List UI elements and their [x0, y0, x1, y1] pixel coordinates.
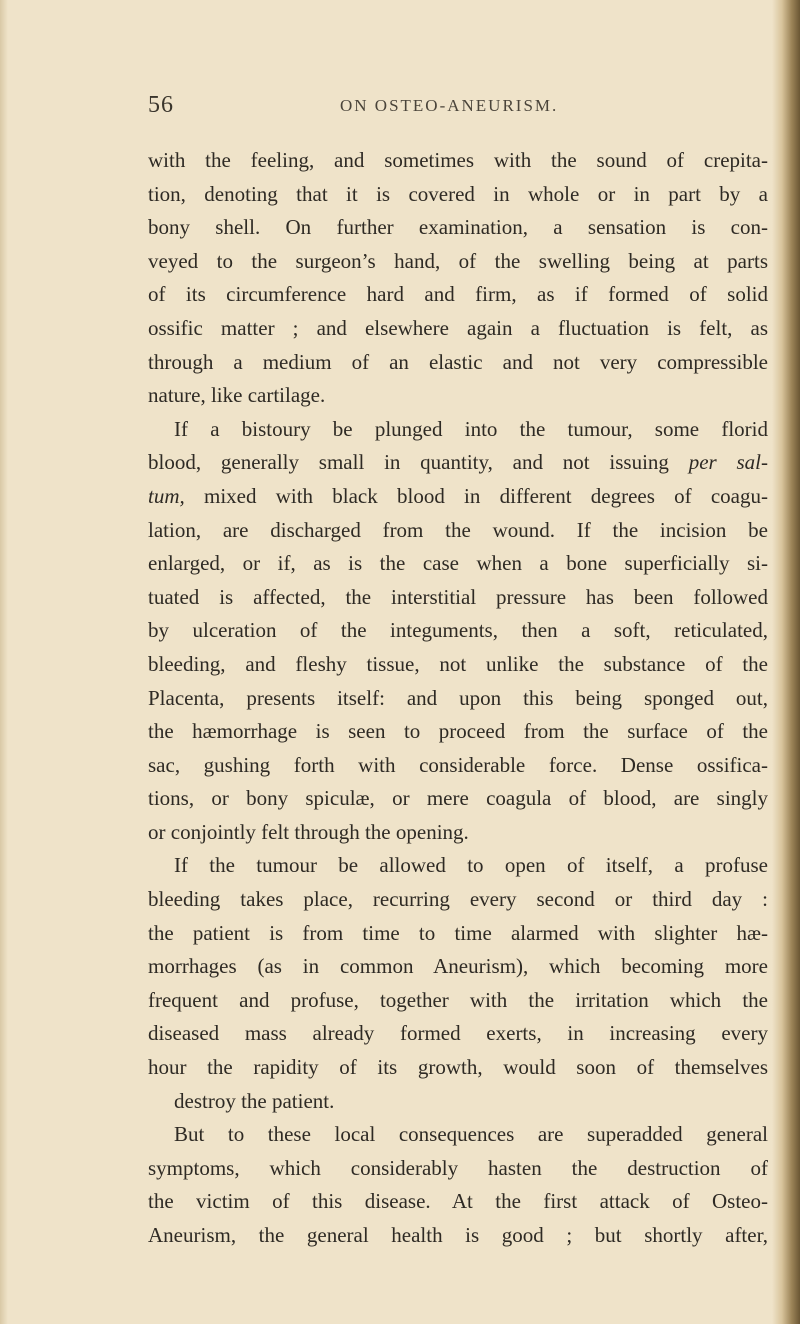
italic-phrase: tum,: [148, 483, 185, 508]
text-line: tion, denoting that it is covered in whole or in part by a: [148, 181, 768, 206]
page-left-edge: [0, 0, 8, 1324]
text-line: lation, are discharged from the wound. If the incision be: [148, 517, 768, 542]
italic-phrase: per sal-: [688, 450, 769, 475]
page-header: [148, 92, 768, 122]
page-number: 56: [148, 92, 174, 118]
text-line: ossific matter ; and elsewhere again a fluctuation is felt, as: [148, 315, 768, 340]
text-line: the patient is from time to time alarmed with slighter hæ-: [148, 920, 768, 945]
text-run: blood, generally small in quantity, and not issuing: [148, 450, 669, 475]
body-text: [148, 144, 768, 1253]
text-line: the victim of this disease. At the first attack of Osteo-: [148, 1189, 768, 1214]
text-line: the hæmorrhage is seen to proceed from the surface of the: [148, 719, 768, 744]
text-line: If a bistoury be plunged into the tumour, some florid: [174, 416, 768, 441]
text-line: tions, or bony spiculæ, or mere coagula of blood, are singly: [148, 786, 768, 811]
text-line: frequent and profuse, together with the irritation which the: [148, 987, 768, 1012]
text-line: bleeding takes place, recurring every second or third day :: [148, 887, 768, 912]
text-line: [148, 446, 768, 480]
text-line: Placenta, presents itself: and upon this being sponged out,: [148, 685, 768, 710]
text-line: of its circumference hard and firm, as if formed of solid: [148, 282, 768, 307]
text-line: sac, gushing forth with considerable force. Dense ossifica-: [148, 752, 768, 777]
text-line: nature, like cartilage.: [148, 383, 326, 408]
text-line: Aneurism, the general health is good ; but shortly after,: [148, 1223, 768, 1247]
text-line: [148, 480, 768, 514]
text-line: bleeding, and fleshy tissue, not unlike the substance of the: [148, 651, 768, 676]
text-line: or conjointly felt through the opening.: [148, 819, 469, 844]
text-line: tuated is affected, the interstitial pressure has been followed: [148, 584, 768, 609]
running-title: ON OSTEO-ANEURISM.: [340, 96, 559, 115]
text-line: morrhages (as in common Aneurism), which becoming more: [148, 954, 768, 979]
text-line: But to these local consequences are superadded general: [174, 1122, 768, 1147]
text-line: diseased mass already formed exerts, in increasing every: [148, 1021, 768, 1046]
text-line: veyed to the surgeon’s hand, of the swelling being at parts: [148, 248, 768, 273]
book-gutter-shadow: [772, 0, 800, 1324]
text-line: enlarged, or if, as is the case when a bone superficially si-: [148, 551, 768, 576]
text-line: If the tumour be allowed to open of itself, a profuse: [174, 853, 768, 878]
text-run: mixed with black blood in different degrees of coagu-: [203, 483, 768, 508]
text-line: through a medium of an elastic and not very compressible: [148, 349, 768, 374]
text-line: with the feeling, and sometimes with the sound of crepita-: [148, 148, 768, 172]
text-line: hour the rapidity of its growth, would soon of themselves: [148, 1055, 768, 1080]
text-line: symptoms, which considerably hasten the destruction of: [148, 1155, 768, 1180]
text-line: bony shell. On further examination, a sensation is con-: [148, 215, 768, 240]
text-line: destroy the patient.: [174, 1088, 335, 1113]
text-line: by ulceration of the integuments, then a soft, reticulated,: [148, 618, 768, 643]
